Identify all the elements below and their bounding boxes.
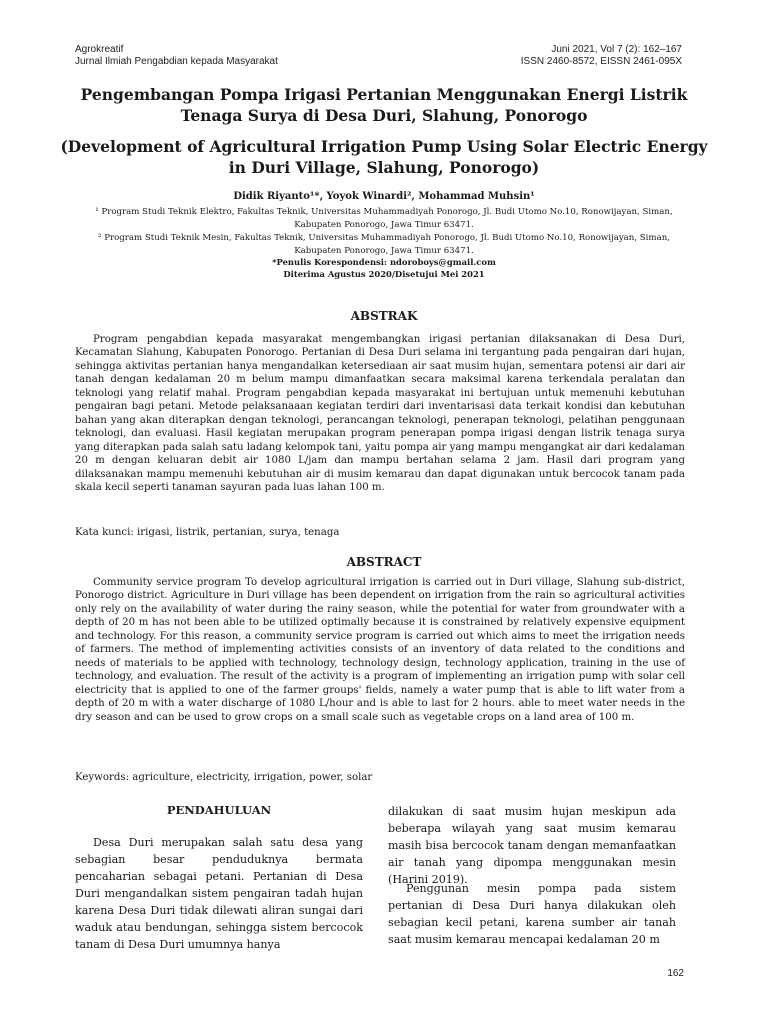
abstract-body: Community service program To develop agricultural irrigation is carried out in Duri village, Slahung sub-district, Ponorogo district. Agriculture in Duri village has been dependent on irrigation from the rain so agricultural activities only rely on the availability of water during the rainy season, while the potential for water from groundwater with a depth of 20 m has not been able to be utilized optimally because it is constrained by relatively expensive equipment and technology. For this reason, a community service program is carried out which aims to meet the irrigation needs of farmers. The method of implementing activities consists of an inventory of data related to the conditions and needs of materials to be applied with technology, technology design, technology application, training in the use of technology, and evaluation. The result of the activity is a program of implementing an irrigation pump with solar cell electricity that is applied to one of the farmer groups' fields, namely a water pump that is able to lift water from a depth of 20 m with a water discharge of 1080 L/hour and is able to last for 2 hours. able to meet water needs in the dry season and can be used to grow crops on a small scale such as vegetable crops on a land area of 100 m. bbox=[75, 577, 685, 723]
title-english: (Development of Agricultural Irrigation Pump Using Solar Electric Energy in Duri Village, Slahung, Ponorogo) bbox=[60, 137, 708, 177]
abstract-heading: ABSTRACT bbox=[346, 555, 422, 569]
received-dates: Diterima Agustus 2020/Disetujui Mei 2021 bbox=[283, 269, 485, 279]
journal-full-name: Jurnal Ilmiah Pengabdian kepada Masyarakat bbox=[75, 56, 278, 67]
pendahuluan-heading: PENDAHULUAN bbox=[166, 803, 272, 817]
author-list: Didik Riyanto¹*, Yoyok Winardi², Mohammad Muhsin¹ bbox=[233, 191, 535, 202]
running-header-left bbox=[75, 44, 278, 68]
affiliation-1: ¹ Program Studi Teknik Elektro, Fakultas Teknik, Universitas Muhammadiyah Ponorogo, Jl. Budi Utomo No.10, Ronowijayan, Siman, Kabupaten Ponorogo, Jawa Timur 63471. bbox=[95, 207, 673, 230]
abstract-keywords: Keywords: agriculture, electricity, irrigation, power, solar bbox=[75, 772, 373, 783]
affiliation-2: ² Program Studi Teknik Mesin, Fakultas Teknik, Universitas Muhammadiyah Ponorogo, Jl. Budi Utomo No.10, Ronowijayan, Siman, Kabupaten Ponorogo, Jawa Timur 63471. bbox=[98, 233, 670, 256]
intro-left-column: Desa Duri merupakan salah satu desa yang sebagian besar penduduknya bermata pencaharian sebagai petani. Pertanian di Desa Duri mengandalkan sistem pengairan tadah hujan karena Desa Duri tidak dilewati aliran sungai dari waduk atau bendungan, sehingga sistem bercocok tanam di Desa Duri umumnya hanya bbox=[75, 836, 363, 951]
intro-right-column-para-1: dilakukan di saat musim hujan meskipun ada beberapa wilayah yang saat musim kemarau masih bisa bercocok tanam dengan memanfaatkan air tanah yang dipompa menggunakan mesin (Harini 2019). bbox=[388, 805, 676, 886]
abstrak-body: Program pengabdian kepada masyarakat mengembangkan irigasi pertanian dilaksanakan di Desa Duri, Kecamatan Slahung, Kabupaten Ponorogo. Pertanian di Desa Duri selama ini tergantung pada pengairan dari hujan, sehingga aktivitas pertanian hanya mengandalkan ketersediaan air saat musim hujan, sementara potensi air dari air tanah dengan kedalaman 20 m belum mampu dimanfaatkan secara maksimal karena terkendala peralatan dan teknologi yang relatif mahal. Program pengabdian kepada masyarakat ini bertujuan untuk memenuhi kebutuhan pengairan bagi petani. Metode pelaksanaaan kegiatan terdiri dari inventarisasi data terkait kondisi dan kebutuhan bahan yang akan diterapkan dengan teknologi, perancangan teknologi, penerapan teknologi, pelatihan penggunaan teknologi, dan evaluasi. Hasil kegiatan merupakan program penerapan pompa irigasi dengan listrik tenaga surya yang diterapkan pada salah satu ladang kelompok tani, yaitu pompa air yang mampu mengangkat air dari kedalaman 20 m dengan keluaran debit air 1080 L/jam dan mampu bertahan selama 2 jam. Hasil dari program yang dilaksanakan mampu memenuhi kebutuhan air di musim kemarau dan dapat digunakan untuk bercocok tanam pada skala kecil seperti tanaman sayuran pada luas lahan 100 m. bbox=[75, 334, 685, 493]
issn-info: ISSN 2460-8572, EISSN 2461-095X bbox=[520, 56, 682, 67]
journal-name: Agrokreatif bbox=[75, 44, 124, 55]
running-header-right bbox=[521, 44, 682, 68]
intro-right-column-para-2: Penggunan mesin pompa pada sistem pertanian di Desa Duri hanya dilakukan oleh sebagian kecil petani, karena sumber air tanah saat musim kemarau mencapai kedalaman 20 m bbox=[388, 882, 676, 946]
abstrak-heading: ABSTRAK bbox=[350, 309, 418, 323]
page-number: 162 bbox=[667, 968, 684, 979]
title-indonesian: Pengembangan Pompa Irigasi Pertanian Menggunakan Energi Listrik Tenaga Surya di Desa Duri, Slahung, Ponorogo bbox=[80, 85, 688, 125]
corresponding-author: *Penulis Korespondensi: ndoroboys@gmail.com bbox=[272, 257, 496, 267]
abstrak-keywords: Kata kunci: irigasi, listrik, pertanian, surya, tenaga bbox=[75, 527, 340, 538]
issue-info: Juni 2021, Vol 7 (2): 162–167 bbox=[551, 44, 682, 55]
